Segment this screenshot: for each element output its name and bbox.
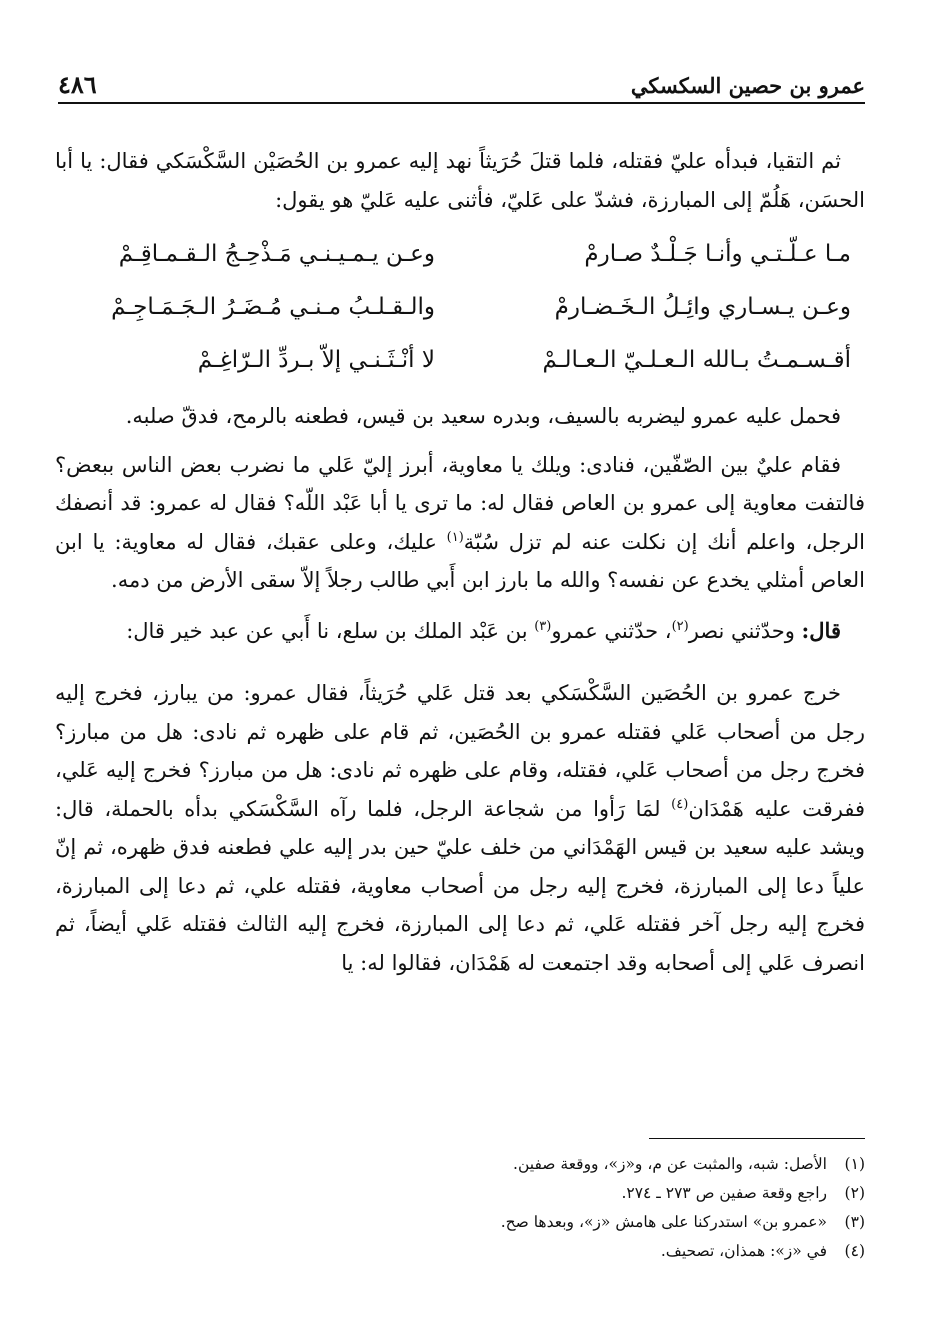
page-number: ٤٨٦ [58,70,97,99]
verse-2-first-hemistich: وعـن يـسـاري وائِـلُ الـخَـضـارمْ [554,294,851,321]
footnote-number: (٣) [844,1213,865,1231]
page-header [58,68,865,104]
paragraph-4-text-a: وحدّثني نصر [688,618,802,643]
paragraph-3 [55,446,865,600]
verse-2-second-hemistich: والـقـلـبُ مـنـي مُـضَـرُ الـجَـمَـاجِـمْ [111,294,435,321]
paragraph-4-text-b: ، حدّثني عمرو [551,618,672,643]
footnote-text: في «ز»: همذان، تصحيف. [660,1242,827,1260]
poem-verse-3 [55,334,865,387]
poem-verse-1 [55,228,865,281]
footnote-text: «عمرو بن» استدركنا على هامش «ز»، وبعدها صح. [500,1213,827,1231]
footnote-3 [70,1208,865,1237]
verse-3-second-hemistich: لا أنْـثَـنـي إلاّ بـردِّ الـرّاغِـمْ [197,347,435,374]
main-text [55,142,865,982]
verse-1-second-hemistich: وعـن يـمـيـنـي مَـذْحِـجُ الـقـمـاقِـمْ [118,241,435,268]
footnote-number: (٢) [844,1184,865,1202]
poem-verse-2 [55,281,865,334]
paragraph-4-text-c: بن عَبْد الملك بن سلع، نا أَبي عن عبد خير قال: [126,618,535,643]
paragraph-5-text-b: لمَا رَأوا من شجاعة الرجل، فلما رآه السَّكْسَكي بدأه بالحملة، قال: ويشد عليه سعيد بن قيس الهَمْدَاني من خلف عليّ حين بدر إليه علي فطعنه فدق ظهره، ثم إنّ علياً دعا إلى المبارزة، فخرج إليه رجل من أصحاب معاوية، فقتله علي، ثم دعا إلى المبارزة، فخرج إليه رجل آخر فقتله عَلي، ثم دعا إلى المبارزة، فخرج إليه الثالث فقتله عَلي أيضاً، ثم انصرف عَلي إلى أصحابه وقد اجتمعت له هَمْدَان، فقالوا له: يا [55,796,865,975]
running-title: عمرو بن حصين السكسكي [630,73,865,98]
paragraph-3-text-b: عليك، وعلى عقبك، فقال له معاوية: يا ابن العاص أمثلي يخدع عن نفسه؟ والله ما بارز ابن أَبي طالب رجلاً إلاّ سقى الأرض من دمه. [55,529,865,592]
paragraph-5-text-a: خرج عمرو بن الحُصَين السَّكْسَكي بعد قتل عَلي حُرَيثاً، فقال عمرو: من يبارز، فخرج إليه رجل من أصحاب عَلي فقتله عمرو بن الحُصَين، ثم قام على ظهره ثم نادى: هل من مبارز؟ فخرج رجل من أصحاب عَلي، فقتله، وقام على ظهره ثم نادى: هل من مبارز؟ فخرج إليه عَلي، ففرقت عليه هَمْدَان [55,681,865,821]
verse-1-first-hemistich: مـا عـلّـتـي وأنـا جَـلْـدٌ صـارمْ [584,241,851,268]
paragraph-1: ثم التقيا، فبدأه عليّ فقتله، فلما قتلَ حُرَيثاً نهد إليه عمرو بن الحُصَيْن السَّكْسَكي فقال: يا أبا الحسَن، هَلُمّ إلى المبارزة، فشدّ على عَليّ، فأثنى عليه عَليّ هو يقول: [55,149,865,212]
footnote-text: الأصل: شبه، والمثبت عن م، و«ز»، ووقعة صفين. [513,1155,827,1173]
footnote-divider [649,1138,865,1139]
footnotes [70,1150,865,1266]
footnote-number: (١) [844,1155,865,1173]
footnote-2 [70,1179,865,1208]
verse-3-first-hemistich: أقـسـمـتُ بـالله الـعـلـيّ الـعـالـمْ [542,347,851,374]
footnote-number: (٤) [844,1242,865,1260]
speaker-label: قال: [801,617,841,643]
footnote-4 [70,1237,865,1266]
poem [55,228,865,387]
footnote-ref-2[interactable]: (٢) [671,618,689,634]
footnote-1 [70,1150,865,1179]
footnote-text: راجع وقعة صفين ص ٢٧٣ ـ ٢٧٤. [621,1184,827,1202]
paragraph-4 [55,612,865,651]
footnote-ref-3[interactable]: (٣) [534,618,552,634]
footnote-ref-4[interactable]: (٤) [671,796,689,812]
paragraph-3-text-a: فقام عليٌ بين الصّفّين، فنادى: ويلك يا معاوية، أبرز إليّ عَلي ما نضرب بعض الناس ببعض؟ فالتفت معاوية إلى عمرو بن العاص فقال له: ما ترى يا أبا عَبْد اللّه؟ فقال له عمرو: قد أنصفك الرجل، واعلم أنك إن نكلت عنه لم تزل سُبّة [55,452,865,554]
footnote-ref-1[interactable]: (١) [446,529,464,545]
paragraph-5 [55,674,865,982]
paragraph-2: فحمل عليه عمرو ليضربه بالسيف، وبدره سعيد بن قيس، فطعنه بالرمح، فدقّ صلبه. [125,404,841,428]
